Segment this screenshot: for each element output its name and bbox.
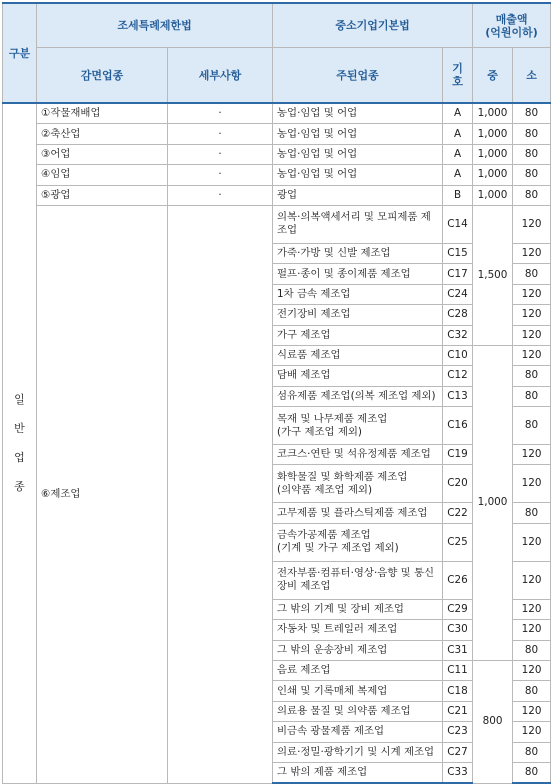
code-cell: A (443, 103, 473, 124)
code-cell: A (443, 165, 473, 185)
industry-cell: 농업·임업 및 어업 (273, 103, 443, 124)
mid-size-header: 중 (473, 48, 513, 104)
mid-size-cell: 1,000 (473, 144, 513, 164)
detail-cell: · (168, 144, 273, 164)
small-size-cell: 80 (513, 742, 551, 762)
code-cell: C12 (443, 366, 473, 386)
code-cell: C19 (443, 445, 473, 465)
category-cell: ④임업 (37, 165, 168, 185)
code-cell: C29 (443, 599, 473, 619)
small-size-cell: 120 (513, 445, 551, 465)
main-industry-header: 주된업종 (273, 48, 443, 104)
code-cell: C21 (443, 701, 473, 721)
small-size-cell: 120 (513, 599, 551, 619)
table-row (3, 205, 551, 243)
small-size-cell: 120 (513, 523, 551, 561)
table-row (3, 124, 551, 144)
general-industry-char: 업 (14, 451, 25, 465)
code-cell: C22 (443, 503, 473, 523)
small-size-cell: 120 (513, 284, 551, 304)
category-cell: ③어업 (37, 144, 168, 164)
code-cell: C15 (443, 243, 473, 263)
code-cell: C28 (443, 305, 473, 325)
small-size-cell: 80 (513, 762, 551, 783)
category-cell: ①작물재배업 (37, 103, 168, 124)
detail-cell: · (168, 103, 273, 124)
mid-size-cell: 800 (473, 661, 513, 784)
industry-table (2, 2, 551, 784)
industry-cell: 자동차 및 트레일러 제조업 (273, 620, 443, 640)
details-header: 세부사항 (168, 48, 273, 104)
table-row (3, 144, 551, 164)
detail-cell: · (168, 185, 273, 205)
industry-cell: 전기장비 제조업 (273, 305, 443, 325)
small-size-cell: 120 (513, 620, 551, 640)
code-cell: C16 (443, 407, 473, 445)
small-size-cell: 120 (513, 325, 551, 345)
category-cell: ⑤광업 (37, 185, 168, 205)
industry-cell: 그 밖의 운송장비 제조업 (273, 640, 443, 660)
tax-law-header: 조세특례제한법 (37, 3, 273, 48)
code-cell: A (443, 144, 473, 164)
industry-cell: 음료 제조업 (273, 661, 443, 681)
industry-cell: 가구 제조업 (273, 325, 443, 345)
small-size-cell: 120 (513, 561, 551, 599)
small-size-cell: 120 (513, 701, 551, 721)
sme-law-header: 중소기업기본법 (273, 3, 473, 48)
code-cell: C27 (443, 742, 473, 762)
code-cell: C33 (443, 762, 473, 783)
industry-cell: 코크스·연탄 및 석유정제품 제조업 (273, 445, 443, 465)
manufacturing-detail-cell (168, 205, 273, 783)
mid-size-cell: 1,500 (473, 205, 513, 345)
industry-cell: 식료품 제조업 (273, 345, 443, 365)
mid-size-cell: 1,000 (473, 165, 513, 185)
small-size-cell: 80 (513, 407, 551, 445)
category-cell: ②축산업 (37, 124, 168, 144)
small-size-cell: 80 (513, 366, 551, 386)
code-cell: C20 (443, 465, 473, 503)
industry-cell: 의료용 물질 및 의약품 제조업 (273, 701, 443, 721)
code-cell: A (443, 124, 473, 144)
mid-size-cell: 1,000 (473, 345, 513, 660)
code-header: 기호 (443, 48, 473, 104)
small-size-cell: 120 (513, 305, 551, 325)
industry-cell: 고무제품 및 플라스틱제품 제조업 (273, 503, 443, 523)
sales-header: 매출액 (억원이하) (473, 3, 551, 48)
table-row (3, 165, 551, 185)
small-size-cell: 80 (513, 640, 551, 660)
small-size-cell: 80 (513, 503, 551, 523)
detail-cell: · (168, 165, 273, 185)
mid-size-cell: 1,000 (473, 124, 513, 144)
industry-cell: 농업·임업 및 어업 (273, 144, 443, 164)
code-cell: C17 (443, 264, 473, 284)
small-size-cell: 120 (513, 345, 551, 365)
industry-cell: 농업·임업 및 어업 (273, 165, 443, 185)
industry-cell: 섬유제품 제조업(의복 제조업 제외) (273, 386, 443, 406)
industry-cell: 농업·임업 및 어업 (273, 124, 443, 144)
industry-cell: 1차 금속 제조업 (273, 284, 443, 304)
general-industry-label (3, 103, 37, 783)
small-size-cell: 120 (513, 205, 551, 243)
gubun-header: 구분 (3, 3, 37, 103)
industry-cell: 펄프·종이 및 종이제품 제조업 (273, 264, 443, 284)
code-cell: C25 (443, 523, 473, 561)
industry-cell: 화학물질 및 화학제품 제조업 (의약품 제조업 제외) (273, 465, 443, 503)
industry-cell: 가죽·가방 및 신발 제조업 (273, 243, 443, 263)
industry-cell: 인쇄 및 기록매체 복제업 (273, 681, 443, 701)
mid-size-cell: 1,000 (473, 185, 513, 205)
mid-size-cell: 1,000 (473, 103, 513, 124)
code-cell: B (443, 185, 473, 205)
reduction-industry-header: 감면업종 (37, 48, 168, 104)
code-cell: C32 (443, 325, 473, 345)
general-industry-char: 종 (14, 480, 25, 494)
code-cell: C24 (443, 284, 473, 304)
small-size-cell: 120 (513, 465, 551, 503)
code-cell: C13 (443, 386, 473, 406)
code-cell: C30 (443, 620, 473, 640)
detail-cell: · (168, 124, 273, 144)
small-size-cell: 80 (513, 103, 551, 124)
code-cell: C18 (443, 681, 473, 701)
industry-cell: 비금속 광물제품 제조업 (273, 722, 443, 742)
small-size-cell: 80 (513, 144, 551, 164)
small-size-cell: 80 (513, 386, 551, 406)
industry-cell: 그 밖의 기계 및 장비 제조업 (273, 599, 443, 619)
code-cell: C26 (443, 561, 473, 599)
code-cell: C11 (443, 661, 473, 681)
small-size-cell: 120 (513, 661, 551, 681)
code-cell: C10 (443, 345, 473, 365)
table-row (3, 185, 551, 205)
manufacturing-category-cell: ⑥제조업 (37, 205, 168, 783)
industry-cell: 목재 및 나무제품 제조업 (가구 제조업 제외) (273, 407, 443, 445)
small-size-cell: 80 (513, 165, 551, 185)
code-cell: C31 (443, 640, 473, 660)
code-cell: C14 (443, 205, 473, 243)
general-industry-char: 반 (14, 422, 25, 436)
table-body (3, 103, 551, 783)
small-size-cell: 80 (513, 264, 551, 284)
small-size-cell: 120 (513, 722, 551, 742)
industry-cell: 담배 제조업 (273, 366, 443, 386)
industry-cell: 의료·정밀·광학기기 및 시계 제조업 (273, 742, 443, 762)
small-size-cell: 80 (513, 681, 551, 701)
code-cell: C23 (443, 722, 473, 742)
industry-cell: 금속가공제품 제조업 (기계 및 가구 제조업 제외) (273, 523, 443, 561)
industry-cell: 전자부품·컴퓨터·영상·음향 및 통신장비 제조업 (273, 561, 443, 599)
small-size-header: 소 (513, 48, 551, 104)
small-size-cell: 80 (513, 124, 551, 144)
small-size-cell: 80 (513, 185, 551, 205)
industry-cell: 의복·의복액세서리 및 모피제품 제조업 (273, 205, 443, 243)
table-row (3, 103, 551, 124)
small-size-cell: 120 (513, 243, 551, 263)
general-industry-char: 일 (14, 393, 25, 407)
industry-cell: 그 밖의 제품 제조업 (273, 762, 443, 783)
industry-cell: 광업 (273, 185, 443, 205)
